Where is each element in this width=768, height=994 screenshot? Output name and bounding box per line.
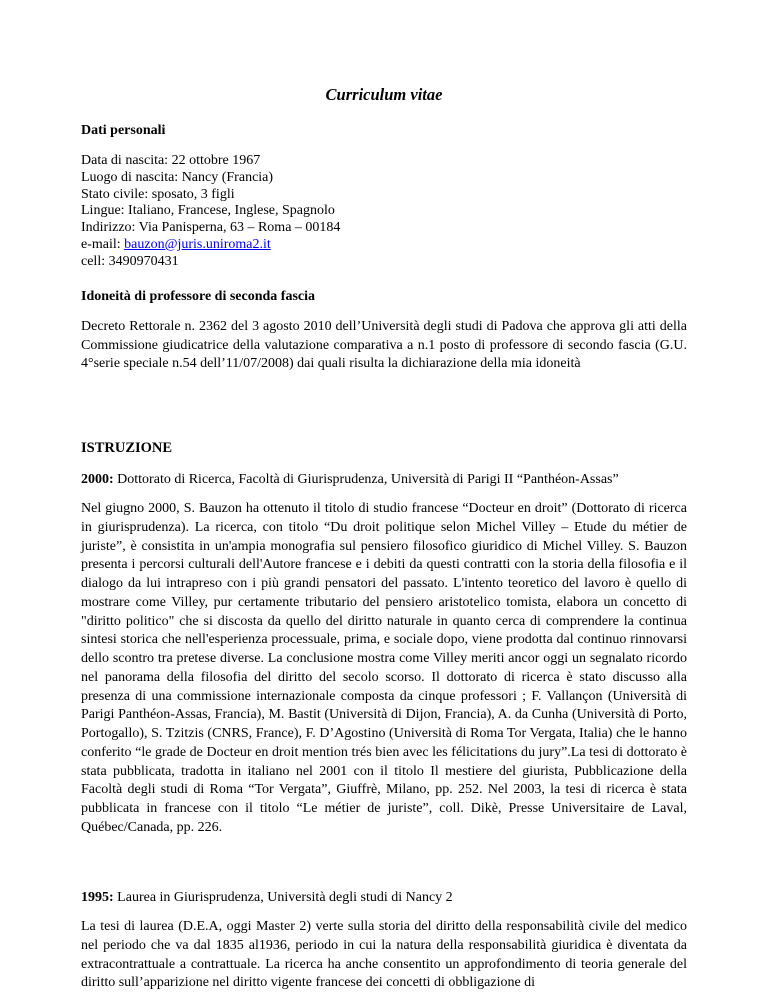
email-link[interactable]: bauzon@juris.uniroma2.it — [124, 236, 271, 252]
education-degree: Laurea in Giurisprudenza, Università degli studi di Nancy 2 — [113, 890, 453, 905]
education-description: La tesi di laurea (D.E.A, oggi Master 2) verte sulla storia del diritto della responsabilità civile del medico nel periodo che va dal 1835 al1936, periodo in cui la natura della responsabilità giuridica è diventata da extracontrattuale a contrattuale. La ricerca ha anche consentito un approfondimento di teoria generale del diritto sull’apparizione nel diritto vigente francese dei concetti di obbligazione di — [81, 919, 687, 991]
address: Indirizzo: Via Panisperna, 63 – Roma – 00184 — [81, 220, 341, 236]
personal-heading: Dati personali — [81, 123, 166, 138]
education-year: 1995: — [81, 890, 114, 905]
civil-status: Stato civile: sposato, 3 figli — [81, 186, 235, 202]
birth-date: Data di nascita: 22 ottobre 1967 — [81, 153, 261, 168]
email-label: e-mail: — [81, 236, 125, 252]
education-description: Nel giugno 2000, S. Bauzon ha ottenuto il titolo di studio francese “Docteur en droit” (Dottorato di ricerca in giurisprudenza). La ricerca, con titolo “Du droit politique selon Michel Villey – Etude du métier de juriste”, è consistita in un'ampia monografia sul pensiero filosofico giuridico di Michel Villey. S. Bauzon presenta i percorsi culturali dell'Autore francese e i debiti da questi contratti con la storia della filosofia e il dialogo da lui intrapreso con i più grandi pensatori del passato. L'intento teoretico del lavoro è quello di mostrare come Villey, pur certamente tributario del pensiero aristotelico tomista, elabora un concetto di "diritto politico" che si discosta da quello del diritto naturale in quanto cerca di comprendere la continua sintesi storica che nell'esperienza processuale, prima, e sociale dopo, viene prodotta dal continuo rinnovarsi dello scontro tra pretese diverse. La conclusione mostra come Villey meriti ancor oggi un segnalato ricordo nel panorama della filosofia del diritto del secolo scorso. Il dottorato di ricerca è stato discusso alla presenza di una commissione internazionale composta da cinque professori ; F. Vallançon (Università di Parigi Panthéon-Assas, Francia), M. Bastit (Università di Dijon, Francia), A. da Cunha (Università di Porto, Portogallo), S. Tzitzis (CNRS, France), F. D’Agostino (Università di Roma Tor Vergata, Italia) che le hanno conferito “le grade de Docteur en droit mention trés bien avec les félicitations du jury”.La tesi di dottorato è stata pubblicata, tradotta in italiano nel 2001 con il titolo Il mestiere del giurista, Pubblicazione della Facoltà degli studi di Roma “Tor Vergata”, Giuffrè, Milano, pp. 252. Nel 2003, la tesi di ricerca è stata pubblicata in francese con il titolo “Le métier de juriste”, coll. Dikè, Presse Universitaire de Laval, Québec/Canada, pp. 226. — [81, 501, 687, 835]
education-entry-title — [81, 471, 687, 489]
email-line — [81, 237, 687, 254]
education-degree: Dottorato di Ricerca, Facoltà di Giurisprudenza, Università di Parigi II “Panthéon-Assas” — [113, 472, 619, 487]
idoneita-text: Decreto Rettorale n. 2362 del 3 agosto 2010 dell’Università degli studi di Padova che approva gli atti della Commissione giudicatrice della valutazione comparativa a n.1 posto di professore di secondo fascia (G.U. 4°serie speciale n.54 dell’11/07/2008) dai quali risulta la dichiarazione della mia idoneità — [81, 319, 687, 371]
document-title: Curriculum vitae — [325, 85, 443, 104]
birth-place: Luogo di nascita: Nancy (Francia) — [81, 169, 274, 185]
education-entry-title — [81, 889, 687, 907]
istruzione-heading: ISTRUZIONE — [81, 440, 173, 456]
languages: Lingue: Italiano, Francese, Inglese, Spagnolo — [81, 203, 335, 219]
idoneita-heading: Idoneità di professore di seconda fascia — [81, 289, 315, 304]
personal-details — [81, 153, 687, 271]
cell-phone: cell: 3490970431 — [81, 253, 179, 269]
education-year: 2000: — [81, 472, 114, 487]
